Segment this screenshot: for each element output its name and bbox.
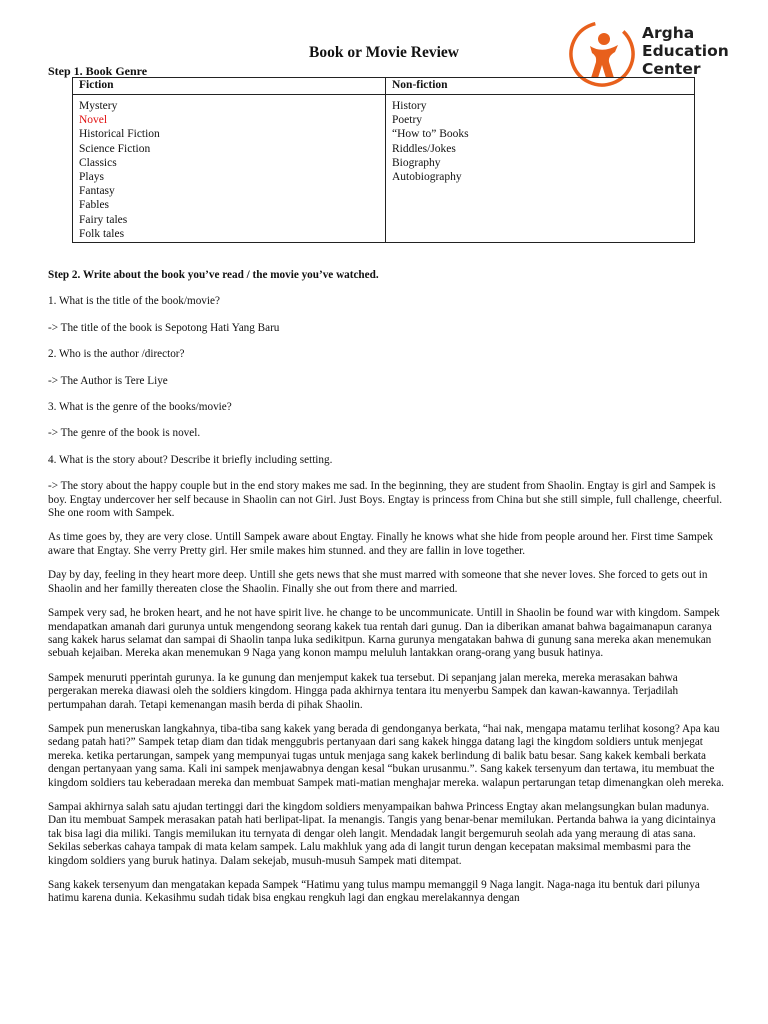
question-3: 3. What is the genre of the books/movie? [48,401,232,414]
fiction-item-selected: Novel [79,114,108,127]
story-paragraph: Sang kakek tersenyum dan mengatakan kepada Sampek “Hatimu yang tulus mampu memanggil 9 Naga langit. Naga-naga itu bentuk dari pilunya hatimu karena dunia. Kekasihmu sudah tidak bisa engkau rengkuh lagi dan engkau merelakannya dengan [48,879,700,905]
step2-heading: Step 2. Write about the book you’ve read / the movie you’ve watched. [48,269,379,281]
question-1: 1. What is the title of the book/movie? [48,295,220,308]
nonfiction-item: “How to” Books [392,128,469,141]
genre-table [72,77,695,243]
nonfiction-header: Non-fiction [386,78,695,95]
fiction-list [73,95,386,243]
fiction-item: Folk tales [79,227,125,240]
genre-table-header-row [73,78,695,95]
story-paragraph: Sampek pun meneruskan langkahnya, tiba-tiba sang kakek yang berada di gendonganya berkata, “hai nak, mengapa matamu terlihat kosong? Apa kau sedang patah hati?” Sampek tetap diam dan tidak menggubris pertanyaan dari sang kakek hingga datang lagi the kingdom soldiers untuk menjegat mereka. ketika pertarungan, sampek yang mempunyai tugas untuk menjaga sang kakek berlindung di balik batu besar. Sang kakek kembali berkata dengan pertanyaan yang sama. Kali ini sampek menjawabnya dengan kesal “bukan urusanmu.”. Sang kakek tersenyum dan tertawa, itu membuat the kingdom soldiers tau keberadaan mereka dan membuat Sampek mati-matian menghajar mereka. walapun pertarungan tetap dimenangkan oleh mereka. [48,722,724,789]
nonfiction-list [386,95,695,243]
review-body [48,269,724,917]
story-paragraph: Day by day, feeling in they heart more deep. Untill she gets news that she must marred with someone that she never loves. She forced to gets out in Shaolin and her familly thereaten close the Shaolin. Finally she out from there and married. [48,569,708,595]
answer-3: -> The genre of the book is novel. [48,427,201,440]
nonfiction-item: Poetry [392,114,423,127]
fiction-item: Plays [79,171,104,184]
logo-line-2: Education [642,42,729,60]
story-paragraph: Sampai akhirnya salah satu ajudan tertinggi dari the kingdom soldiers menyampaikan bahwa Princess Engtay akan melangsungkan bulan madunya. Dan itu membuat Sampek merasakan patah hati berlipat-lipat. Ia menangis. Tangis yang benar-benar memilukan. Pertanda bahwa ia yang dicintainya tak bisa lagi dia miliki. Tangis memilukan itu ternyata di dengar oleh langit. Mendadak langit bergemuruh seolah ada yang meraung di atas sana. Sekilas seberkas cahaya tampak di mata kelam sampek. Lalu makhluk yang ada di langit turun dengan kecepatan maksimal membasmi para the kingdom soldiers yang buruk hatinya. Dalam sekejab, musuh-musuh Sampek mati ditempat. [48,800,716,867]
question-4: 4. What is the story about? Describe it briefly including setting. [48,453,333,466]
fiction-item: Science Fiction [79,142,151,155]
step1-heading: Step 1. Book Genre [48,64,148,78]
nonfiction-item: Riddles/Jokes [392,142,456,155]
logo-line-1: Argha [642,24,695,42]
fiction-item: Historical Fiction [79,128,160,141]
nonfiction-item: Biography [392,156,441,169]
page-title: Book or Movie Review [309,44,459,61]
answer-1: -> The title of the book is Sepotong Hati Yang Baru [48,321,280,334]
story-paragraph: As time goes by, they are very close. Untill Sampek aware about Engtay. Finally he knows what she hide from people around her. First time Sampek aware that Engtay. She verry Pretty girl. Her smile makes him stunned. and they are fallin in love together. [48,531,713,557]
story-paragraph: Sampek very sad, he broken heart, and he not have spirit live. he change to be uncommunicate. Untill in Shaolin be found war with kingdom. Sampek mendapatkan amanah dari gurunya untuk mengendong seorang kakek tua rentah dari gunug. Dan ia diberikan amanat bahwa bagaimanapun caranya sang kakek harus selamat dan sampai di Shaolin tanpa luka sedikitpun. Karna gurunya mengatakan bahwa di gunung sana mereka akan menemukan sebuah kejaiban. Mereka akan menemukan 9 Naga yang konon mampu meluluh lantakkan orang-orang yang busuk hatinya. [48,607,720,660]
question-2: 2. Who is the author /director? [48,348,185,361]
logo-line-3: Center [642,60,701,78]
nonfiction-item: Autobiography [392,171,462,184]
nonfiction-item: History [392,100,427,112]
answer-2: -> The Author is Tere Liye [48,374,168,387]
fiction-item: Fables [79,199,110,212]
fiction-item: Fairy tales [79,213,128,226]
fiction-item: Fantasy [79,185,115,198]
fiction-header: Fiction [73,78,386,95]
story-paragraph: -> The story about the happy couple but in the end story makes me sad. In the beginning, they are student from Shaolin. Engtay is girl and Sampek is boy. Engtay undercover her self because in Shaolin can not Girl. Just Boys. Engtay is princess from China but she still simple, full challenge, cheerful. She one room with Sampek. [48,480,723,520]
story-paragraph: Sampek menuruti pperintah gurunya. Ia ke gunung dan menjemput kakek tua tersebut. Di sepanjang jalan mereka, mereka merasakan bahwa pergerakan mereka diawasi oleh the soldiers kingdom. Hingga pada akhirnya tentara itu menyerbu Sampek dan kawan-kawannya. Terjadilah pertumpahan darah. Tetapi kemenangan masih berda di pihak Shaolin. [48,671,679,711]
fiction-item: Classics [79,156,117,169]
fiction-item: Mystery [79,100,118,112]
genre-table-body-row [73,95,695,243]
